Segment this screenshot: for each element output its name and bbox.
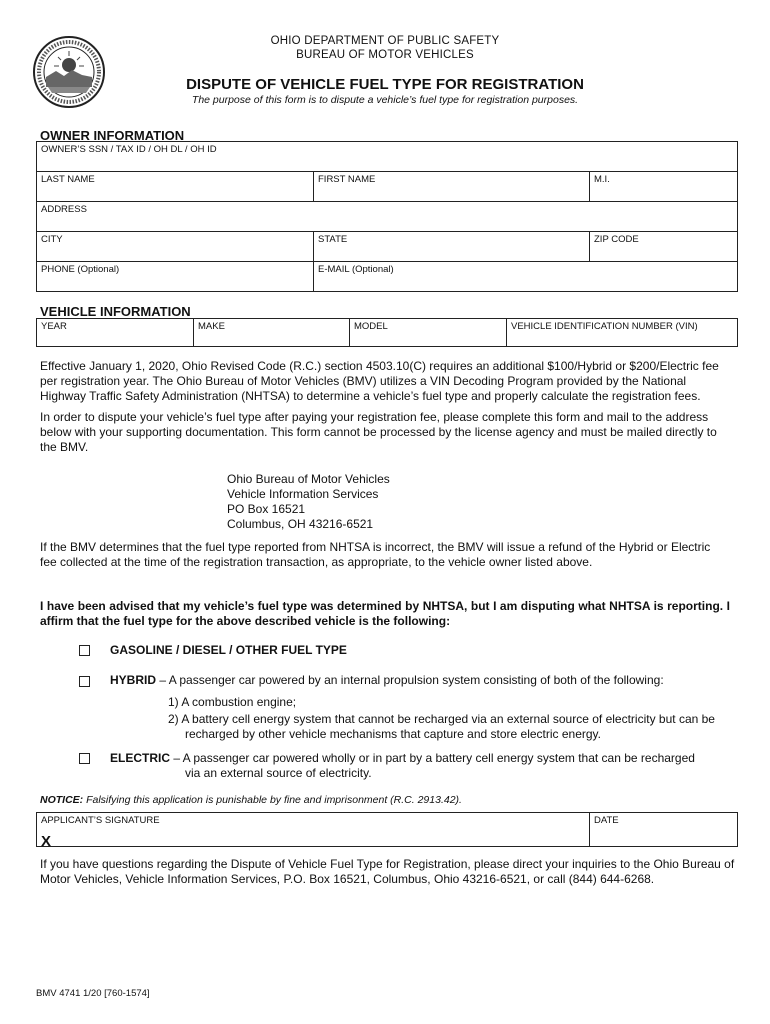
zip-field[interactable] — [590, 232, 738, 262]
notice-body: Falsifying this application is punishable by fine and imprisonment (R.C. 2913.42). — [83, 794, 462, 806]
signature-table — [36, 812, 738, 850]
phone-label: PHONE (Optional) — [41, 264, 120, 275]
signature-x-mark: X — [41, 833, 52, 850]
date-label: DATE — [594, 815, 619, 826]
address-line: Vehicle Information Services — [227, 487, 379, 501]
vin-field[interactable] — [507, 319, 738, 347]
first-name-label: FIRST NAME — [318, 174, 376, 185]
city-label: CITY — [41, 234, 63, 245]
make-label: MAKE — [198, 321, 225, 332]
mi-field[interactable] — [590, 172, 738, 202]
bureau-name: BUREAU OF MOTOR VEHICLES — [296, 49, 474, 61]
notice-label: NOTICE: — [40, 794, 84, 806]
hybrid-description: – A passenger car powered by an internal propulsion system consisting of both of the following: — [156, 673, 664, 687]
vin-label: VEHICLE IDENTIFICATION NUMBER (VIN) — [511, 321, 698, 332]
notice-text — [40, 794, 462, 806]
form-subtitle: The purpose of this form is to dispute a vehicle’s fuel type for registration purposes. — [191, 94, 579, 106]
paragraph-refund: If the BMV determines that the fuel type reported from NHTSA is incorrect, the BMV will issue a refund of the Hybrid or Electric fee collected at the time of the registration transaction, as appropriate, to the vehicle owner listed above. — [40, 540, 711, 569]
date-field[interactable] — [590, 813, 738, 847]
hybrid-item-2-cont: recharged by other vehicle mechanisms that capture and store electric energy. — [185, 727, 601, 741]
address-line: Ohio Bureau of Motor Vehicles — [227, 472, 390, 486]
year-field[interactable] — [37, 319, 194, 347]
electric-term: ELECTRIC — [110, 751, 170, 765]
mailing-address — [227, 472, 390, 532]
last-name-field[interactable] — [37, 172, 314, 202]
hybrid-checkbox[interactable] — [79, 676, 90, 687]
make-field[interactable] — [194, 319, 350, 347]
city-field[interactable] — [37, 232, 314, 262]
signature-field[interactable] — [37, 813, 590, 850]
ssn-field[interactable] — [37, 142, 738, 172]
hybrid-term: HYBRID — [110, 673, 157, 687]
form-title: DISPUTE OF VEHICLE FUEL TYPE FOR REGISTRATION — [186, 76, 584, 93]
last-name-label: LAST NAME — [41, 174, 95, 185]
phone-field[interactable] — [37, 262, 314, 292]
year-label: YEAR — [41, 321, 67, 332]
mi-label: M.I. — [594, 174, 610, 185]
form-number: BMV 4741 1/20 [760-1574] — [36, 988, 150, 999]
gasoline-option-label: GASOLINE / DIESEL / OTHER FUEL TYPE — [110, 643, 347, 657]
affirmation-statement: I have been advised that my vehicle’s fuel type was determined by NHTSA, but I am disputing what NHTSA is reporting. I affirm that the fuel type for the above described vehicle is the following: — [40, 599, 730, 628]
owner-section-heading: OWNER INFORMATION — [40, 128, 185, 143]
electric-description: – A passenger car powered wholly or in part by a battery cell energy system that can be recharged — [170, 751, 695, 765]
address-field[interactable] — [37, 202, 738, 232]
paragraph-fee-info: Effective January 1, 2020, Ohio Revised Code (R.C.) section 4503.10(C) requires an additional $100/Hybrid or $200/Electric fee per registration year. The Ohio Bureau of Motor Vehicles (BMV) utilizes a VIN Decoding Program provided by the National Highway Traffic Safety Administration (NHTSA) to determine a vehicle’s fuel type and properly calculate the registration fees. — [40, 359, 719, 403]
model-label: MODEL — [354, 321, 388, 332]
email-label: E-MAIL (Optional) — [318, 264, 394, 275]
hybrid-option-label — [110, 673, 664, 687]
agency-name: OHIO DEPARTMENT OF PUBLIC SAFETY — [270, 35, 500, 47]
state-field[interactable] — [314, 232, 590, 262]
gasoline-checkbox[interactable] — [79, 645, 90, 656]
address-line: Columbus, OH 43216-6521 — [227, 517, 374, 531]
electric-description-cont: via an external source of electricity. — [185, 766, 372, 780]
address-line: PO Box 16521 — [227, 502, 306, 516]
vehicle-section-heading: VEHICLE INFORMATION — [40, 304, 191, 319]
questions-paragraph: If you have questions regarding the Dispute of Vehicle Fuel Type for Registration, please direct your inquiries to the Ohio Bureau of Motor Vehicles, Vehicle Information Services, P.O. Box 16521, Columbus, Ohio 43216-6521, or call (844) 644-6268. — [40, 857, 735, 886]
paragraph-dispute-instructions: In order to dispute your vehicle’s fuel type after paying your registration fee, please complete this form and mail to the address below with your supporting documentation. This form cannot be processed by the license agency and must be mailed directly to the BMV. — [40, 410, 717, 454]
hybrid-item-2: 2) A battery cell energy system that cannot be recharged via an external source of electricity but can be — [168, 712, 715, 726]
email-field[interactable] — [314, 262, 738, 292]
signature-label: APPLICANT’S SIGNATURE — [41, 815, 160, 826]
address-label: ADDRESS — [41, 204, 87, 215]
zip-label: ZIP CODE — [594, 234, 639, 245]
first-name-field[interactable] — [314, 172, 590, 202]
vehicle-info-table — [36, 318, 738, 347]
hybrid-item-1: 1) A combustion engine; — [168, 695, 297, 709]
owner-info-table — [36, 141, 738, 292]
state-label: STATE — [318, 234, 348, 245]
model-field[interactable] — [350, 319, 507, 347]
ssn-label: OWNER’S SSN / TAX ID / OH DL / OH ID — [41, 144, 217, 155]
electric-checkbox[interactable] — [79, 753, 90, 764]
electric-option-label — [110, 751, 695, 765]
